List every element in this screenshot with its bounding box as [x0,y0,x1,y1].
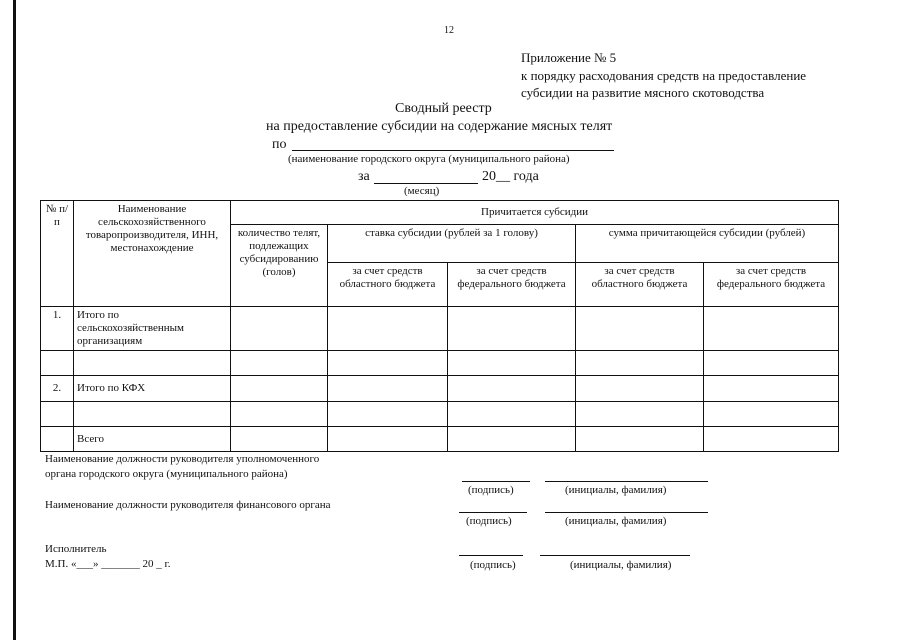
executor-label: Исполнитель [45,543,107,555]
municipality-caption: (наименование городского округа (муниципального района) [288,153,570,165]
row-name: Всего [74,427,231,452]
executor-signature-caption: (подпись) [470,559,516,571]
table-cell[interactable] [231,427,328,452]
head1-position-line-2: органа городского округа (муниципального района) [45,468,288,480]
table-cell[interactable] [576,307,704,351]
table-row [41,376,839,402]
head1-signature-caption: (подпись) [468,484,514,496]
table-row [41,427,839,452]
executor-initials-caption: (инициалы, фамилия) [570,559,672,571]
table-cell[interactable] [576,351,704,376]
table-cell[interactable] [576,427,704,452]
executor-signature-line [459,555,523,556]
header-count: количество телят, подлежащих субсидированию (голов) [231,225,328,307]
table-cell[interactable] [704,351,839,376]
municipality-blank-line [292,150,614,151]
header-sum-regional: за счет средств областного бюджета [576,263,704,307]
header-num: № п/п [41,201,74,307]
row-name: Итого по КФХ [74,376,231,402]
head1-signature-line [462,481,530,482]
table-cell[interactable] [704,402,839,427]
table-row [41,351,839,376]
head1-initials-caption: (инициалы, фамилия) [565,484,667,496]
appendix-line-2: к порядку расходования средств на предоставление [521,68,807,83]
document-subtitle: на предоставление субсидии на содержание мясных телят [266,119,613,134]
row-name: Итого по сельскохозяйственным организациям [74,307,231,351]
row-name [74,402,231,427]
header-rate-federal: за счет средств федерального бюджета [448,263,576,307]
table-cell[interactable] [704,307,839,351]
za-label: за [358,169,370,184]
header-due: Причитается субсидии [231,201,839,225]
appendix-line-3: субсидии на развитие мясного скотоводства [521,85,765,100]
table-cell[interactable] [328,427,448,452]
appendix-title: Приложение № 5 [521,50,617,65]
head1-initials-line [545,481,708,482]
header-rate: ставка субсидии (рублей за 1 голову) [328,225,576,263]
document-title: Сводный реестр [395,101,492,116]
head2-initials-caption: (инициалы, фамилия) [565,515,667,527]
header-sum: сумма причитающейся субсидии (рублей) [576,225,839,263]
head1-position-line-1: Наименование должности руководителя уполномоченного [45,453,320,465]
row-num [41,351,74,376]
table-cell[interactable] [328,307,448,351]
page-number: 12 [444,25,454,36]
table-cell[interactable] [231,307,328,351]
po-label: по [272,137,287,152]
page-edge-bar [13,0,16,640]
month-caption: (месяц) [404,185,440,197]
table-cell[interactable] [448,307,576,351]
table-cell[interactable] [328,402,448,427]
table-cell[interactable] [448,402,576,427]
table-cell[interactable] [448,351,576,376]
table-row [41,307,839,351]
month-blank-line [374,183,478,184]
head2-initials-line [545,512,708,513]
table-cell[interactable] [448,376,576,402]
row-num: 1. [41,307,74,351]
table-cell[interactable] [231,402,328,427]
row-num [41,427,74,452]
table-cell[interactable] [328,351,448,376]
table-cell[interactable] [448,427,576,452]
table-cell[interactable] [704,376,839,402]
table-cell[interactable] [231,351,328,376]
header-rate-regional: за счет средств областного бюджета [328,263,448,307]
table-cell[interactable] [328,376,448,402]
executor-initials-line [540,555,690,556]
table-cell[interactable] [576,376,704,402]
head2-signature-caption: (подпись) [466,515,512,527]
register-table [40,200,839,452]
header-name: Наименование сельскохозяйственного товаропроизводителя, ИНН, местонахождение [74,201,231,307]
header-sum-federal: за счет средств федерального бюджета [704,263,839,307]
stamp-date-line: М.П. «___» _______ 20 _ г. [45,558,171,570]
table-cell[interactable] [231,376,328,402]
year-label: 20__ года [482,169,539,184]
row-name [74,351,231,376]
head2-position: Наименование должности руководителя финансового органа [45,499,331,511]
table-cell[interactable] [704,427,839,452]
table-row [41,402,839,427]
row-num [41,402,74,427]
row-num: 2. [41,376,74,402]
head2-signature-line [459,512,527,513]
table-cell[interactable] [576,402,704,427]
